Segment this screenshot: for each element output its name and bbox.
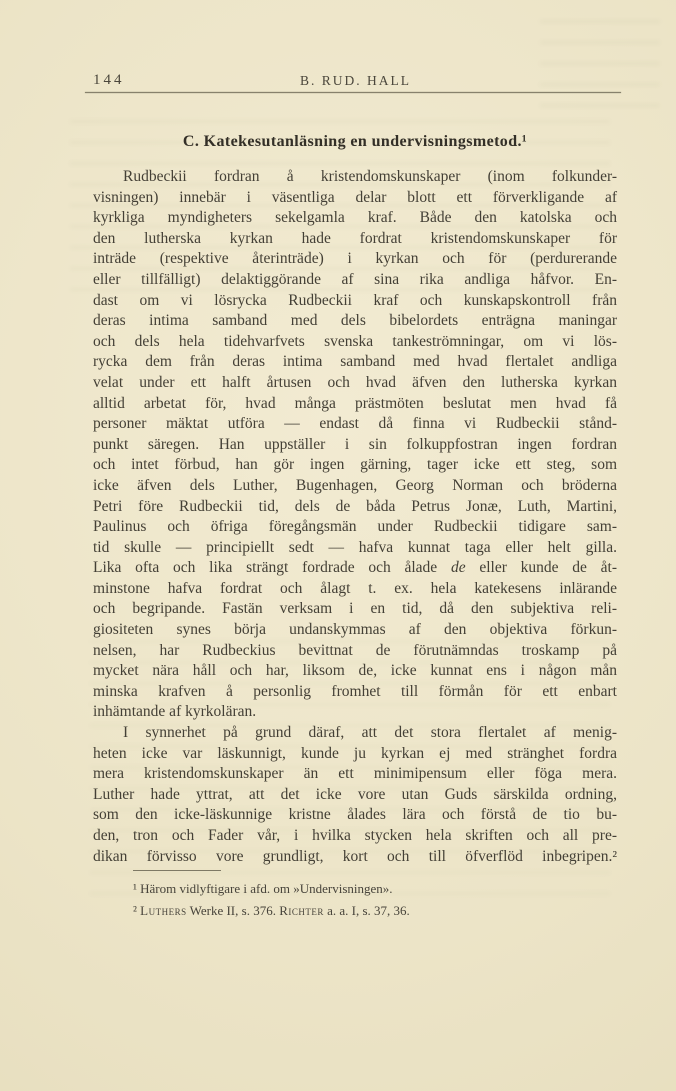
text-line: dikan förvisso vore grundligt, kort och till öfverflöd inbegripen.²	[93, 847, 617, 865]
text-line: minska krafven å personlig fromhet till förmån för ett enbart	[93, 682, 617, 700]
footnotes	[93, 878, 617, 922]
text-line: inhämtande af kyrkoläran.	[93, 703, 257, 721]
text-line: den lutherska kyrkan hade fordrat kristendomskunskaper för	[93, 229, 617, 247]
text-line: som den icke-läskunnige kristne ålades lära och förstå de tio bu-	[93, 806, 617, 824]
footnote-separator-rule	[133, 870, 221, 871]
text-line: personer mäktat utföra — endast då finna vi Rudbeckii stånd-	[93, 415, 617, 433]
text-line: och dels hela tidehvarfvets svenska tankeströmningar, om vi lös-	[93, 332, 617, 350]
text-line: kyrkliga myndigheters sekelgamla kraf. Både den katolska och	[93, 209, 617, 227]
text-line: Luther hade yttrat, att det icke vore utan Guds särskilda ordning,	[93, 785, 617, 803]
text-line: den, tron och Fader vår, i hvilka stycken hela skriften och all pre-	[93, 827, 617, 844]
body-text	[93, 167, 617, 867]
text-line: eller tillfälligt) delaktiggörande af sina rika andliga håfvor. En-	[93, 270, 617, 288]
footnote: ¹ Härom vidlyftigare i afd. om »Undervisningen».	[133, 881, 393, 896]
text-line: tid skulle — principiellt sedt — hafva kunnat taga eller helt gilla.	[93, 538, 617, 556]
footnote: ² Luthers Werke II, s. 376. Richter a. a. I, s. 37, 36.	[133, 903, 410, 918]
text-line: visningen) innebär i väsentliga delar blott ett förverkligande af	[93, 188, 617, 206]
text-line: Rudbeckii fordran å kristendomskunskaper (inom folkunder-	[123, 168, 617, 185]
text-line: punkt säregen. Han uppställer i sin folkuppfostran ingen fordran	[93, 435, 617, 453]
text-line: I synnerhet på grund däraf, att det stora flertalet af menig-	[123, 724, 617, 742]
text-line: alltid arbetat för, hvad många prästmöten beslutat men hvad få	[93, 394, 617, 412]
text-line: och intet förbud, han gör ingen gärning, tager icke ett steg, som	[93, 456, 617, 474]
text-line: Lika ofta och lika strängt fordrade och ålade de eller kunde de åt-	[93, 559, 617, 577]
text-line: Paulinus och öfriga föregångsmän under Rudbeckii tidigare sam-	[93, 518, 617, 536]
text-line: inträde (respektive återinträde) i kyrkan och för (perdurerande	[93, 250, 617, 268]
text-line: nelsen, har Rudbeckius bevittnat de förutnämndas troskamp på	[93, 641, 617, 659]
page-header	[93, 72, 618, 92]
bleedthrough-texture	[540, 20, 660, 110]
paragraph	[93, 723, 617, 867]
text-line: minstone hafva fordrat och ålagt t. ex. hela katekesens inlärande	[93, 579, 617, 597]
paragraph	[93, 167, 617, 723]
text-line: och begripande. Fastän verksam i en tid, då den subjektiva reli-	[93, 600, 617, 618]
text-line: dast om vi lösrycka Rudbeckii kraf och kunskapskontroll från	[93, 291, 617, 309]
text-line: icke äfven dels Luther, Bugenhagen, Georg Norman och bröderna	[93, 476, 617, 494]
text-line: velat under ett halft årtusen och hvad äfven den lutherska kyrkan	[93, 373, 617, 391]
text-line: giositeten synes börja undanskymmas af den objektiva förkun-	[93, 621, 617, 639]
text-line: deras intima samband med dels bibelordets enträgna maningar	[93, 312, 617, 330]
text-line: mera kristendomskunskaper än ett minimipensum eller föga mera.	[93, 765, 617, 783]
header-rule	[85, 92, 621, 93]
section-heading: C. Katekesutanläsning en undervisningsmetod.¹	[182, 133, 528, 150]
text-line: mycket nära håll och har, liksom de, icke kunnat ens i någon mån	[93, 662, 617, 680]
page-number: 144	[93, 72, 125, 88]
text-line: rycka dem från deras intima samband med hvad flertalet andliga	[93, 353, 617, 371]
text-line: Petri före Rudbeckii tid, dels de båda Petrus Jonæ, Luth, Martini,	[93, 497, 617, 515]
running-header: B. RUD. HALL	[300, 73, 411, 88]
text-line: heten icke var läskunnigt, kunde ju kyrkan ej med stränghet fordra	[93, 744, 617, 762]
